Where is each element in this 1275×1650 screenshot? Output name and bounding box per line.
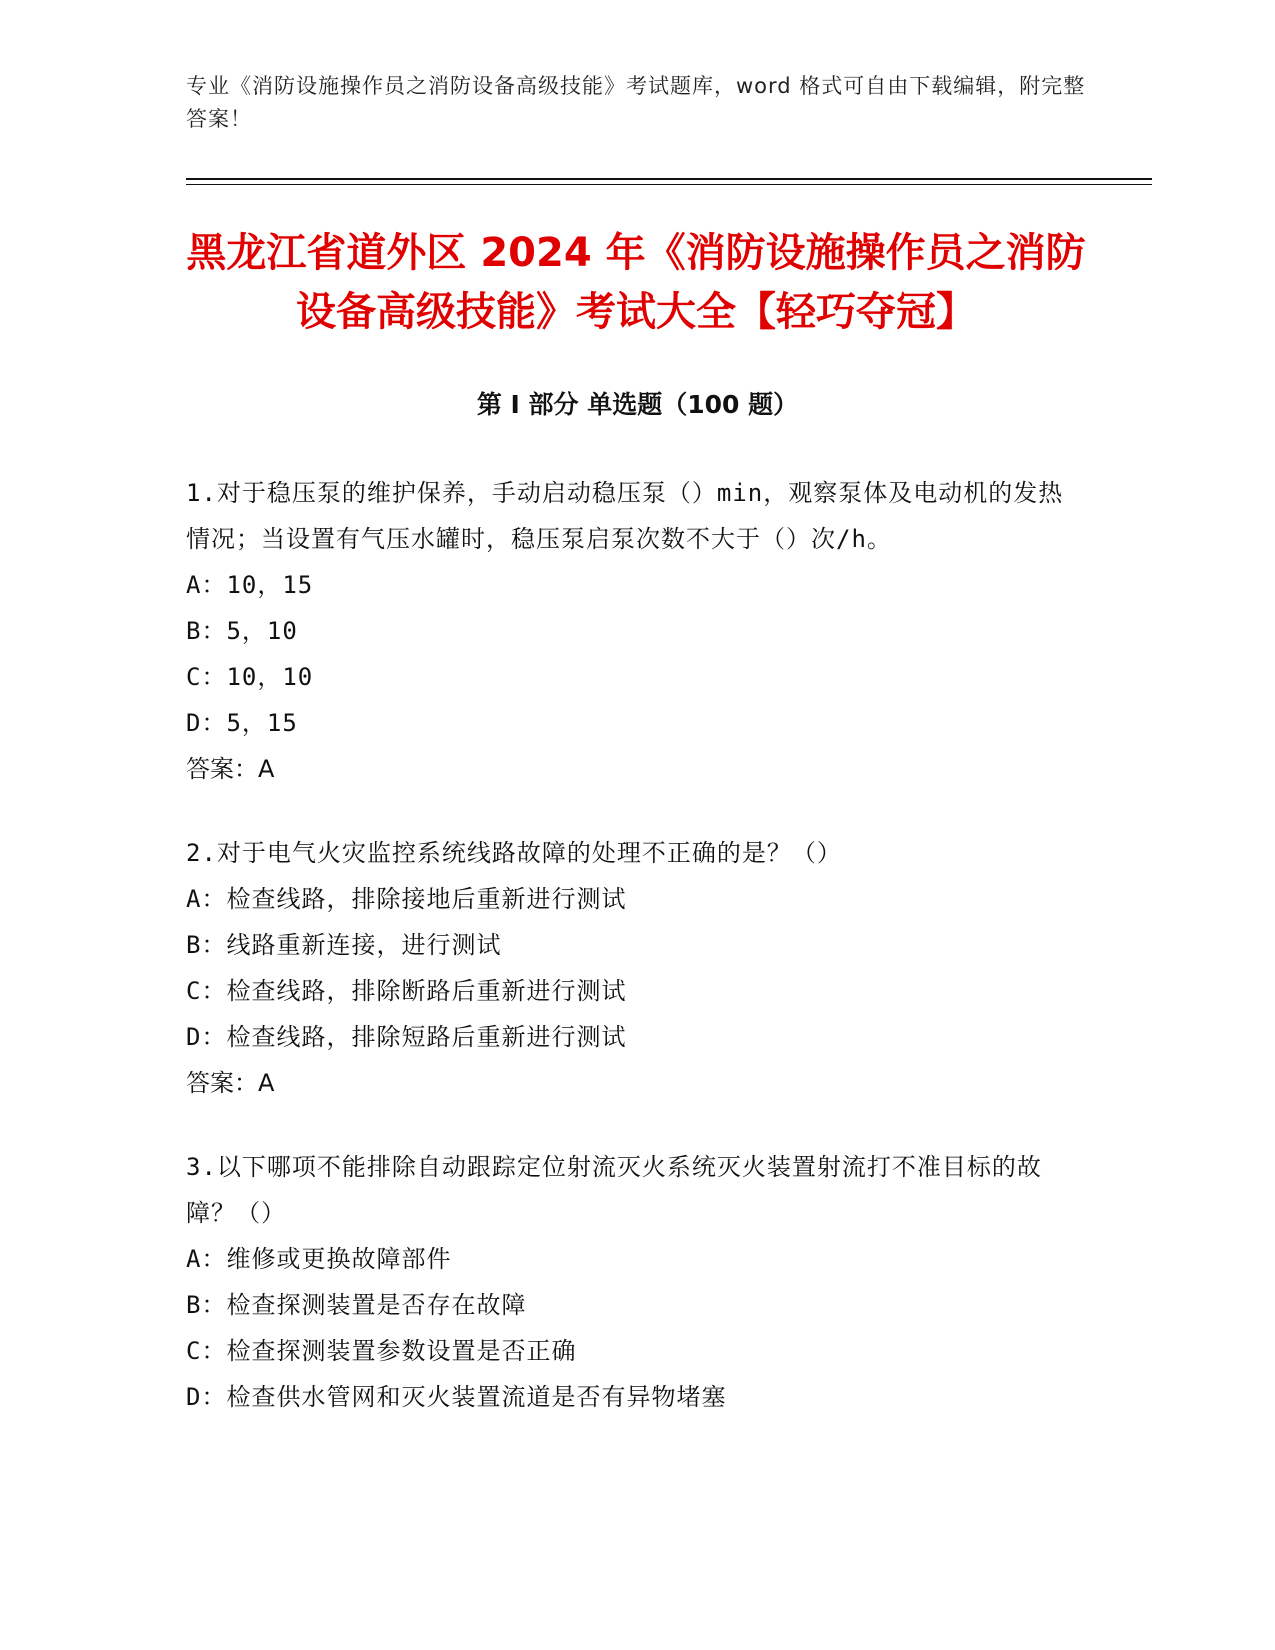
question-stem: 3.以下哪项不能排除自动跟踪定位射流灭火系统灭火装置射流打不准目标的故障？（） — [186, 1153, 1042, 1227]
document-title: 黑龙江省道外区 2024 年《消防设施操作员之消防设备高级技能》考试大全【轻巧夺冠】 — [186, 230, 1086, 335]
question-list — [186, 470, 1066, 1458]
section-title: 第 I 部分 单选题（100 题） — [476, 390, 799, 419]
answer: 答案：A — [186, 755, 275, 783]
question-3 — [186, 1144, 1066, 1420]
option-b: B：5，10 — [186, 617, 298, 645]
header-note: 专业《消防设施操作员之消防设备高级技能》考试题库，word 格式可自由下载编辑，附完整答案！ — [186, 74, 1086, 131]
option-d: D：检查线路，排除短路后重新进行测试 — [186, 1023, 627, 1051]
option-a: A：维修或更换故障部件 — [186, 1245, 452, 1273]
header-divider-thick — [186, 178, 1152, 180]
option-c: C：检查探测装置参数设置是否正确 — [186, 1337, 577, 1365]
question-stem: 1.对于稳压泵的维护保养，手动启动稳压泵（）min，观察泵体及电动机的发热情况；当设置有气压水罐时，稳压泵启泵次数不大于（）次/h。 — [186, 479, 1064, 553]
option-a: A：10，15 — [186, 571, 314, 599]
question-2 — [186, 830, 1066, 1106]
option-b: B：线路重新连接，进行测试 — [186, 931, 502, 959]
option-a: A：检查线路，排除接地后重新进行测试 — [186, 885, 627, 913]
option-d: D：5，15 — [186, 709, 298, 737]
option-c: C：检查线路，排除断路后重新进行测试 — [186, 977, 627, 1005]
option-d: D：检查供水管网和灭火装置流道是否有异物堵塞 — [186, 1383, 727, 1411]
question-1 — [186, 470, 1066, 792]
answer: 答案：A — [186, 1069, 275, 1097]
header-divider-thin — [186, 184, 1152, 185]
question-stem: 2.对于电气火灾监控系统线路故障的处理不正确的是？（） — [186, 839, 842, 867]
option-b: B：检查探测装置是否存在故障 — [186, 1291, 527, 1319]
option-c: C：10，10 — [186, 663, 314, 691]
